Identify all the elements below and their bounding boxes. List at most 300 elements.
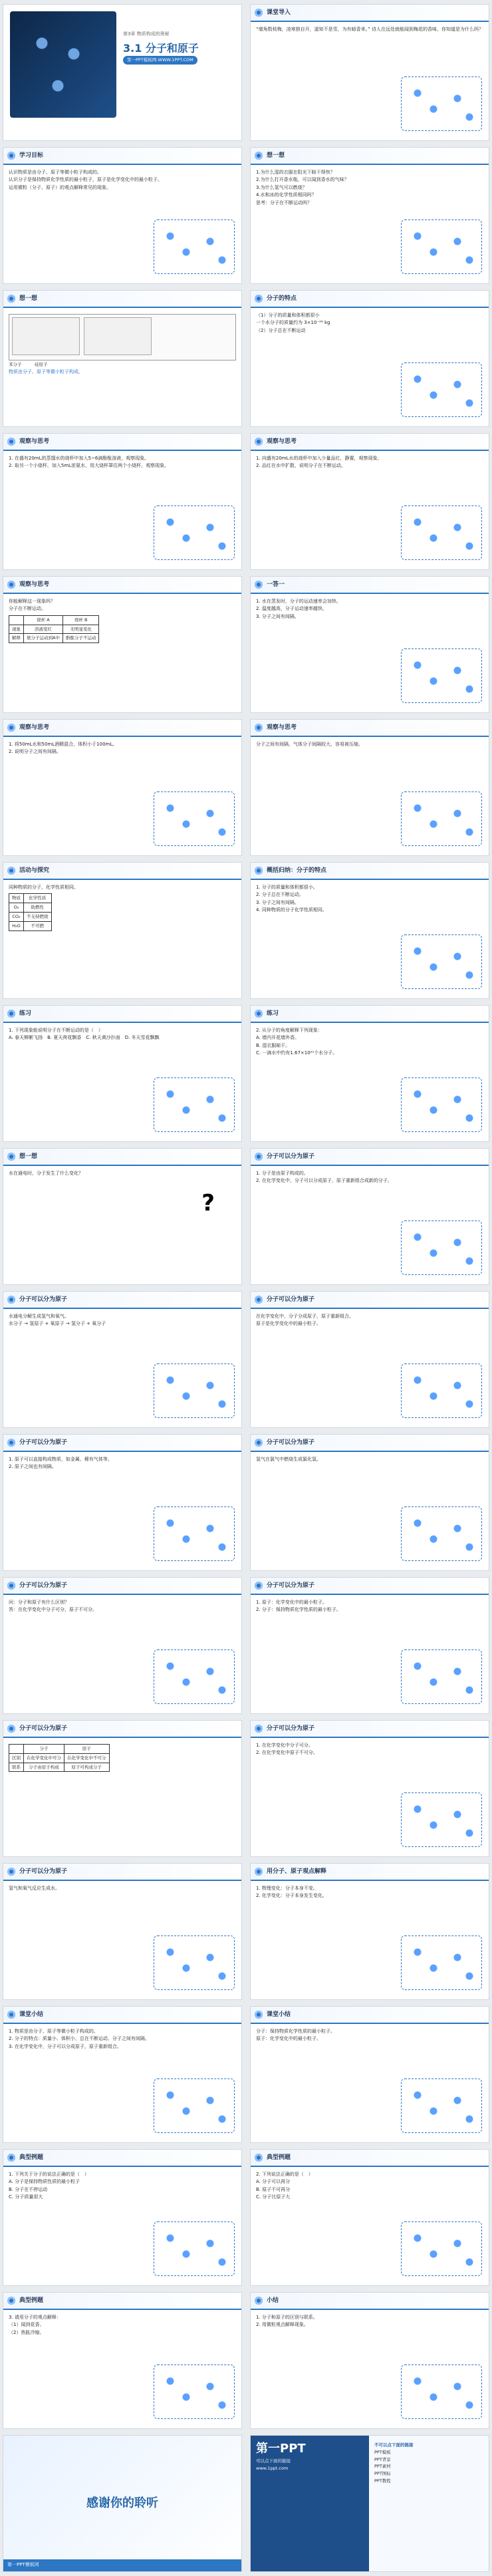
table-row [9,634,99,643]
text-line: 1. 水在蒸发时，分子的运动速率会加快。 [256,599,341,604]
slide [3,290,242,427]
cover-illustration [10,11,116,118]
text-line: 原子：化学变化中的最小粒子。 [256,2036,321,2042]
slide-title: 观察与思考 [19,724,50,731]
captions [9,362,236,368]
question-mark: ? [201,1190,215,1216]
table-cell: H₂O [9,921,24,930]
ad-right-item[interactable]: PPT模板 [374,2449,391,2455]
slide [250,862,489,999]
table-cell [9,615,24,625]
slide [250,290,489,427]
text-line: C. 一滴水中约有1.67×10²¹个水分子。 [256,1050,338,1056]
slide-title: 用分子、原子观点解释 [267,1868,327,1875]
bullet-icon [255,581,263,589]
text-line: （1）分子的质量和体积都很小 [256,313,320,318]
bullet-icon [255,1010,263,1018]
slide-header [3,863,241,880]
diagram-area [154,2078,235,2133]
bullet-icon [255,2011,263,2019]
slide-title: 分子可以分为原子 [19,1582,68,1589]
ad-right-title: 不可以点下面的链接 [374,2442,414,2448]
bullet-icon [7,1439,15,1447]
slide-title: 观察与思考 [19,581,50,588]
text-line: “墙角数枝梅，凌寒独自开，遥知不是雪，为有暗香来。” 诗人在远处就能闻到梅花的香味，你知道是为什么吗？ [256,27,483,32]
text-line: 2. 化学变化：分子本身发生变化。 [256,1893,327,1899]
table-cell: CO₂ [9,912,24,921]
diagram-area [401,1935,482,1990]
slide-body [3,2310,241,2341]
slide-title: 分子可以分为原子 [267,1582,315,1589]
text-line: 2. 下列说法正确的是（ ） [256,2172,313,2177]
slide-header [251,1864,489,1881]
slide-body [251,2024,489,2047]
bullet-icon [255,295,263,303]
text-line: 分子之间有间隔，气体分子间隔较大，容易被压缩。 [256,742,363,747]
text-line: 1. 原子可以直接构成物质，如金属、稀有气体等。 [9,1457,112,1462]
text-line: 在化学变化中，分子分成原子，原子重新组合。 [256,1314,354,1319]
bullet-icon [255,2154,263,2162]
slide-header [3,1292,241,1309]
table-cell: 助燃性 [24,903,52,913]
slide-body [3,308,241,380]
bullet-icon [255,1296,263,1304]
slide [3,433,242,570]
slide-header [3,1578,241,1595]
slide-body [3,1881,241,1896]
text-line: 2. 在化学变化中原子不可分。 [256,1750,318,1756]
slide-title: 概括归纳：分子的特点 [267,867,327,874]
diagram-area [154,1506,235,1561]
text-line: B. 湿衣服晾干。 [256,1042,291,1048]
slide-header [3,1864,241,1881]
bullet-icon [255,1153,263,1161]
slide [250,147,489,284]
ad-right-item[interactable]: PPT背景 [374,2456,391,2462]
bullet-icon [7,724,15,732]
table-cell: O₂ [9,903,24,913]
slide-title: 典型例题 [19,2297,44,2304]
text-line: A. 分子是保持物质性质的最小粒子 [9,2179,80,2185]
slide [250,4,489,141]
slide-header [251,5,489,22]
text-line: 1. 在盛有20mL的蒸馏水的烧杯中加入5~6滴酚酞溶液，观察现象。 [9,456,150,461]
slide-body [3,165,241,196]
text-line: B. 原子不可再分 [256,2186,291,2192]
slide-body [251,451,489,474]
table-cell: 在化学变化中可分 [24,1753,64,1763]
text-line: 问：分子和原子有什么区别？ [9,1600,69,1605]
slide-header [3,2293,241,2310]
slide [3,2435,242,2572]
table-cell [9,1745,24,1754]
text-line: 1. 分子是由原子构成的。 [256,1171,308,1176]
slide-body [251,308,489,339]
diagram-area [154,2221,235,2276]
slide [250,1577,489,1714]
slide-header [251,577,489,594]
text-line: 2. 温度越高，分子运动速率越快。 [256,606,327,612]
diagram-area [401,1649,482,1704]
slide-title: 观察与思考 [267,724,297,731]
text-line: 2. 分子的特点：质量小、体积小、总在不断运动、分子之间有间隔。 [9,2036,150,2042]
diagram-area [401,362,482,417]
bullet-icon [255,9,263,17]
slide [3,1863,242,2000]
diagram-area [401,2221,482,2276]
slide-title: 想一想 [267,152,285,159]
diagram-area [154,219,235,274]
text-line: 4.水和冰的化学性质相同吗？ [256,192,316,198]
slide-header [3,1006,241,1023]
slide-title: 想一想 [19,295,38,302]
table-cell: 烧杯 B [62,615,99,625]
footer-text: 物质由分子、原子等微小粒子构成。 [9,369,83,375]
slide-title: 课堂小结 [19,2011,44,2018]
slide-title: 练习 [267,1010,279,1017]
slide-header [251,148,489,165]
slide-title: 分子的特点 [267,295,297,302]
slide-header [3,720,241,737]
slide [3,1148,242,1285]
slide-body [3,2024,241,2055]
bullet-icon [7,152,15,160]
caption-right: 硅原子 [35,362,48,368]
diagram-area [401,219,482,274]
slide-title: 课堂小结 [267,2011,291,2018]
slide [3,576,242,713]
diagram-area [154,1077,235,1132]
table-row [9,894,52,903]
slide [250,2435,489,2572]
text-line: 同种物质的分子，化学性质相同。 [9,885,78,890]
table-cell: 解释 [9,634,24,643]
bullet-icon [255,438,263,446]
ad-logo: 第一PPT [256,2442,306,2456]
slide-body [251,1881,489,1904]
slide-title: 想一想 [19,1153,38,1160]
bullet-icon [7,1153,15,1161]
slide [3,1577,242,1714]
diagram-area [401,1220,482,1275]
ad-right-item[interactable]: PPT图标 [374,2471,391,2477]
text-line: 3. 分子之间有间隔。 [256,613,299,619]
diagram-area [401,934,482,989]
slide-title: 分子可以分为原子 [267,1725,315,1732]
table-cell: 溶液变红 [24,625,63,634]
slide-header [3,2150,241,2167]
ad-link[interactable]: 可以点下面的链接 [256,2458,291,2464]
text-line: （2）热胀冷缩。 [9,2329,45,2335]
slide [250,576,489,713]
bullet-icon [7,2011,15,2019]
text-line: 氢气在氯气中燃烧生成氯化氢。 [256,1457,321,1462]
slide-body [251,880,489,919]
slide [250,719,489,856]
slide [250,2006,489,2143]
diagram-area [401,1363,482,1418]
diagram-area [401,1506,482,1561]
table-row [9,921,52,930]
text-line: 2. 取另一个小烧杯，加入5mL浓氨水，用大烧杯罩住两个小烧杯，观察现象。 [9,463,170,469]
image-row [9,314,236,360]
bullet-icon [255,1582,263,1590]
slide-body [251,1309,489,1332]
table-cell: 酚酞分子不运动 [62,634,99,643]
ad-link[interactable]: www.1ppt.com [256,2466,289,2472]
text-line: 思考：分子在不断运动吗？ [256,200,312,206]
slide-body [3,2167,241,2206]
table-cell: 区别 [9,1753,24,1763]
table-cell: 在化学变化中不可分 [64,1753,110,1763]
slide-header [251,1578,489,1595]
text-line: 4. 同种物质的分子化学性质相同。 [256,907,327,913]
slide-header [3,1721,241,1738]
table-cell: 氨分子运动到A中 [24,634,63,643]
bullet-icon [7,2297,15,2305]
bullet-icon [7,1296,15,1304]
bullet-icon [7,1725,15,1733]
slide-title: 分子可以分为原子 [19,1725,68,1732]
diagram-area [154,505,235,560]
image-right [84,317,152,355]
table-row [9,1745,110,1754]
text-line: 1. 下列现象能说明分子在不断运动的是（ ） [9,1028,103,1033]
slide-header [251,863,489,880]
slide-header [251,720,489,737]
slide-body [3,737,241,760]
diagram-area [154,1935,235,1990]
slide-body [251,1452,489,1467]
slide [250,2292,489,2429]
slide-title: 分子可以分为原子 [267,1296,315,1303]
ad-right [369,2436,489,2571]
slide-header [251,2293,489,2310]
text-line: 1. 将50mL水和50mL酒精混合，体积小于100mL。 [9,742,118,747]
slide-header [3,1149,241,1166]
slide-body [3,451,241,474]
slide-body [251,1595,489,1618]
table-cell: 无明显变化 [62,625,99,634]
text-line: 1. 原子：化学变化中的最小粒子。 [256,1600,327,1605]
slide-body [3,880,241,934]
text-line: 认识分子是保持物质化学性质的最小粒子，原子是化学变化中的最小粒子。 [9,177,162,183]
diagram-area [401,1077,482,1132]
slide-body [251,2310,489,2333]
slide-title: 分子可以分为原子 [19,1439,68,1446]
text-line: 2. 说明分子之间有间隔。 [9,749,61,755]
slide [250,1720,489,1857]
slide [250,1863,489,2000]
slide-body [251,1023,489,1062]
text-line: C. 分子比原子大 [256,2194,291,2200]
slide-header [251,2007,489,2024]
text-line: C. 分子质量很大 [9,2194,43,2200]
slide-title: 观察与思考 [267,438,297,445]
text-line: 1. 向盛有20mL水的烧杯中加入少量品红，静置，观察现象。 [256,456,382,461]
slide [3,4,242,141]
bullet-icon [255,1725,263,1733]
bullet-icon [7,1868,15,1876]
slide-title: 学习目标 [19,152,44,159]
table [9,1744,110,1772]
text-line: 分子：保持物质化学性质的最小粒子。 [256,2029,335,2034]
ad-right-item[interactable]: PPT教程 [374,2478,391,2484]
diagram-area [154,791,235,846]
slide-title: 活动与探究 [19,867,50,874]
text-line: 水分子 → 氢原子 + 氧原子 → 氢分子 + 氧分子 [9,1321,106,1327]
table-row [9,1763,110,1772]
slide-header [251,1721,489,1738]
bullet-icon [255,724,263,732]
bullet-icon [255,1868,263,1876]
text-line: （2）分子总在不断运动 [256,327,306,333]
slide [250,1005,489,1142]
slide-body [251,1166,489,1189]
text-line: 2. 分子：保持物质化学性质的最小粒子。 [256,1607,341,1613]
slide-title: 典型例题 [267,2154,291,2161]
slide-body [3,1595,241,1618]
bullet-icon [255,867,263,875]
slide-title: 分子可以分为原子 [19,1296,68,1303]
slide-title: 一答一 [267,581,285,588]
bullet-icon [255,2297,263,2305]
text-line: 分子在不断运动。 [9,606,46,612]
slide [250,1148,489,1285]
slide [3,862,242,999]
slide-header [251,291,489,308]
table-cell: 分子由原子构成 [24,1763,64,1772]
text-line: 1.为什么湿的衣服在阳光下晾干得快？ [256,170,335,175]
text-line: 2. 品红在水中扩散，说明分子在不断运动。 [256,463,346,469]
diagram-area [401,648,482,703]
text-line: 3. 在化学变化中，分子可以分成原子，原子重新组合。 [9,2043,122,2049]
slide [3,147,242,284]
slide-body [251,165,489,211]
diagram-area [401,505,482,560]
slide [3,1005,242,1142]
slide-header [251,1292,489,1309]
table-row [9,1753,110,1763]
slide-title: 课堂导入 [267,9,291,16]
text-line: 1. 下列关于分子的说法正确的是（ ） [9,2172,89,2177]
text-line: 原子是化学变化中的最小粒子。 [256,1321,321,1327]
slide [3,1291,242,1428]
bullet-icon [7,295,15,303]
slide-header [3,291,241,308]
slide-header [3,577,241,594]
diagram-area [401,2078,482,2133]
table-cell: 物质 [9,894,24,903]
chapter-label: 第3章 物质构成的奥秘 [123,31,170,37]
text-line: 3. 请用分子的观点解释： [9,2315,61,2320]
diagram-area [401,2364,482,2419]
slide [250,1434,489,1571]
text-line: 1. 分子的质量和体积都很小。 [256,885,318,890]
slide [250,2149,489,2286]
slide-header [3,434,241,451]
text-line: 2. 原子之间也有间隔。 [9,1464,57,1470]
slide-title: 小结 [267,2297,279,2304]
diagram-area [401,791,482,846]
slide-body [251,1738,489,1761]
diagram-area [154,2364,235,2419]
slide-title: 分子可以分为原子 [19,1868,68,1875]
ad-left [251,2436,370,2571]
slide-body [251,2167,489,2206]
slide-header [3,2007,241,2024]
slide-body [251,594,489,625]
slide-title: 分子可以分为原子 [267,1439,315,1446]
slide-header [251,2150,489,2167]
slide [3,2149,242,2286]
table-cell: 化学性质 [24,894,52,903]
text-line: 2.为什么打开香水瓶，可以闻到香水的气味？ [256,177,349,183]
text-line: A. 墙内开花墙外香。 [256,1035,300,1041]
slide [250,433,489,570]
slide-title: 分子可以分为原子 [267,1153,315,1160]
bullet-icon [7,581,15,589]
slide-body [3,1023,241,1046]
table-cell: 不可燃 [24,921,52,930]
slide-body [3,1309,241,1332]
text-line: 2. 用微粒观点解释现象。 [256,2322,308,2328]
table-cell: 联系 [9,1763,24,1772]
slide-header [3,148,241,165]
slide-header [251,1006,489,1023]
table-cell: 现象 [9,625,24,634]
slide [3,719,242,856]
text-line: B. 分子在不停运动 [9,2186,48,2192]
diagram-area [401,1792,482,1847]
table-row [9,903,52,913]
table-row [9,625,99,634]
slide-title: 观察与思考 [19,438,50,445]
slide-body [251,737,489,752]
bullet-icon [7,438,15,446]
bullet-icon [255,1439,263,1447]
text-line: 3.为什么氢气可以燃烧？ [256,184,307,190]
table-cell: 原子可构成分子 [64,1763,110,1772]
slide [3,2006,242,2143]
slide-body [3,1738,241,1775]
table [9,893,52,930]
slide [3,1720,242,1857]
slide-body [251,22,489,37]
table [9,615,99,643]
text-line: 认识物质是由分子、原子等微小粒子构成的。 [9,170,102,175]
bullet-icon [7,2154,15,2162]
text-line: 水在通电时，分子发生了什么变化？ [9,1171,83,1176]
ad-right-item[interactable]: PPT素材 [374,2464,391,2470]
text-line: 2. 分子总在不断运动。 [256,892,304,898]
table-cell: 分子 [24,1745,64,1754]
text-line: 1. 在化学变化中分子可分。 [256,1743,313,1748]
text-line: A. 分子可以再分 [256,2179,291,2185]
cover-badge: 第一PPT模板网-WWW.1PPT.COM [123,56,197,65]
slide-body [3,1166,241,1181]
slide-header [251,1149,489,1166]
text-line: 3. 分子之间有间隔。 [256,899,299,905]
bottom-band: 第一PPT模板网 [3,2559,241,2571]
text-line: 1. 分子和原子的区别与联系。 [256,2315,318,2320]
caption-left: 苯分子 [9,362,22,368]
diagram-area [401,76,482,131]
diagram-area [154,1649,235,1704]
slide [250,1291,489,1428]
text-line: 答：在化学变化中分子可分，原子不可分。 [9,1607,97,1613]
slide-header [251,434,489,451]
